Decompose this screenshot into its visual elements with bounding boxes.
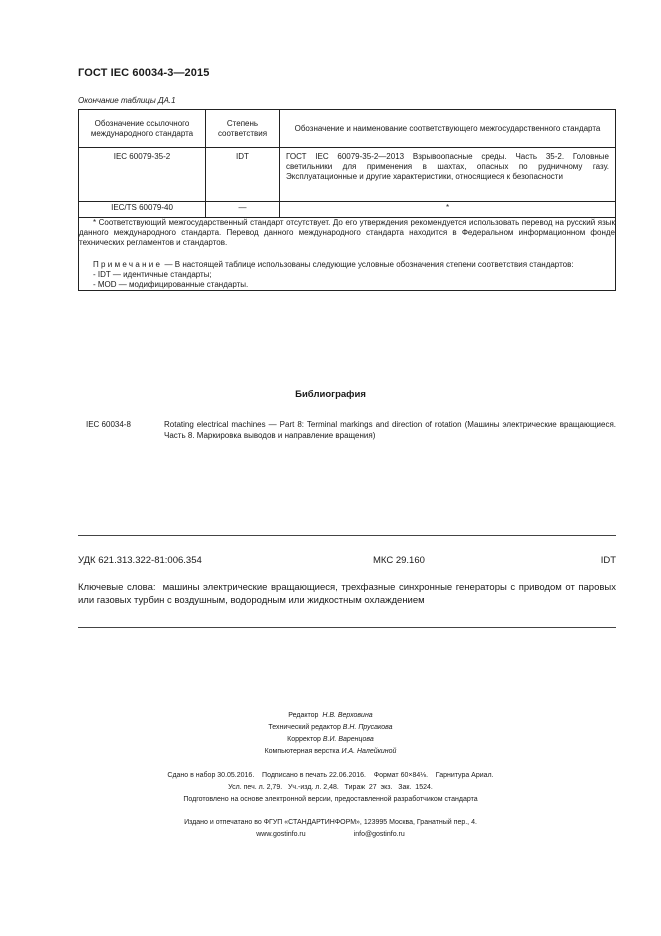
table-header-row [79, 110, 616, 148]
table-row [79, 202, 616, 218]
degree-cell: — [206, 202, 280, 218]
note-item: - MOD — модифицированные стандарты. [93, 280, 249, 289]
idt-code: IDT [600, 555, 616, 566]
standard-cell: IEC 60079-35-2 [79, 148, 206, 202]
imprint-prepared: Подготовлено на основе электронной версии, предоставленной разработчиком стандарта [183, 796, 478, 803]
column-header: Обозначение и наименование соответствующего межгосударственного стандарта [280, 110, 616, 148]
standards-table [78, 109, 616, 291]
table-row [79, 148, 616, 202]
degree-cell: IDT [206, 148, 280, 202]
document-header: ГОСТ IEC 60034-3—2015 [78, 67, 210, 79]
footnote-text: * Соответствующий межгосударственный стандарт отсутствует. До его утверждения рекомендуется использовать перевод на русский язык данного международного стандарта. Перевод данного международного стандарта находится в Федеральном информационном фонде технических регламентов и стандартов. [79, 218, 615, 247]
standard-cell: IEC/TS 60079-40 [79, 202, 206, 218]
imprint-tech-editor: Технический редактор В.Н. Прусакова [268, 724, 393, 731]
keywords [78, 581, 616, 607]
imprint-print-line: Сдано в набор 30.05.2016. Подписано в печать 22.06.2016. Формат 60×84⅛. Гарнитура Ариал. [167, 772, 494, 779]
bibliography-text: Rotating electrical machines — Part 8: Terminal markings and direction of rotation (Машины электрические вращающиеся. Часть 8. Маркировка выводов и направление вращения) [164, 420, 616, 440]
national-standard-cell: * [280, 202, 616, 218]
note-label: Примечание [93, 260, 163, 269]
table-footnote-row [79, 218, 616, 291]
imprint-print-line: Усл. печ. л. 2,79. Уч.-изд. л. 2,48. Тираж 27 экз. Зак. 1524. [228, 784, 433, 791]
keywords-label: Ключевые слова: [78, 582, 156, 593]
table-footnote [79, 218, 616, 291]
imprint-corrector: Корректор В.И. Варенцова [287, 736, 374, 743]
table-caption: Окончание таблицы ДА.1 [78, 96, 176, 105]
email-link[interactable]: info@gostinfo.ru [353, 831, 405, 838]
udk-code: УДК 621.313.322-81:006.354 [78, 555, 202, 566]
bibliography-code: IEC 60034-8 [86, 420, 131, 429]
website-link[interactable]: www.gostinfo.ru [256, 831, 306, 838]
national-standard-cell: ГОСТ IEC 60079-35-2—2013 Взрывоопасные среды. Часть 35-2. Головные светильники для применения в шахтах, опасных по рудничному газу. Эксплуатационные и другие характеристики, относящиеся к безопасности [280, 148, 616, 202]
imprint-editor: Редактор Н.В. Верховина [288, 712, 373, 719]
imprint-publisher: Издано и отпечатано во ФГУП «СТАНДАРТИНФОРМ», 123995 Москва, Гранатный пер., 4. [184, 819, 477, 826]
divider [78, 535, 616, 536]
note-item: - IDT — идентичные стандарты; [93, 270, 212, 279]
mks-code: МКС 29.160 [373, 555, 425, 566]
divider [78, 627, 616, 628]
column-header: Обозначение ссылочного международного стандарта [79, 110, 206, 148]
column-header: Степень соответствия [206, 110, 280, 148]
imprint-contacts [0, 830, 661, 839]
note-text: — В настоящей таблице использованы следующие условные обозначения степени соответствия стандартов: [162, 260, 574, 269]
bibliography-title: Библиография [295, 389, 366, 400]
imprint-layout: Компьютерная верстка И.А. Налейкиной [264, 748, 397, 755]
keywords-text: машины электрические вращающиеся, трехфазные синхронные генераторы с приводом от паровых или газовых турбин с воздушным, водородным или жидкостным охлаждением [78, 582, 616, 606]
table-note [79, 260, 615, 270]
